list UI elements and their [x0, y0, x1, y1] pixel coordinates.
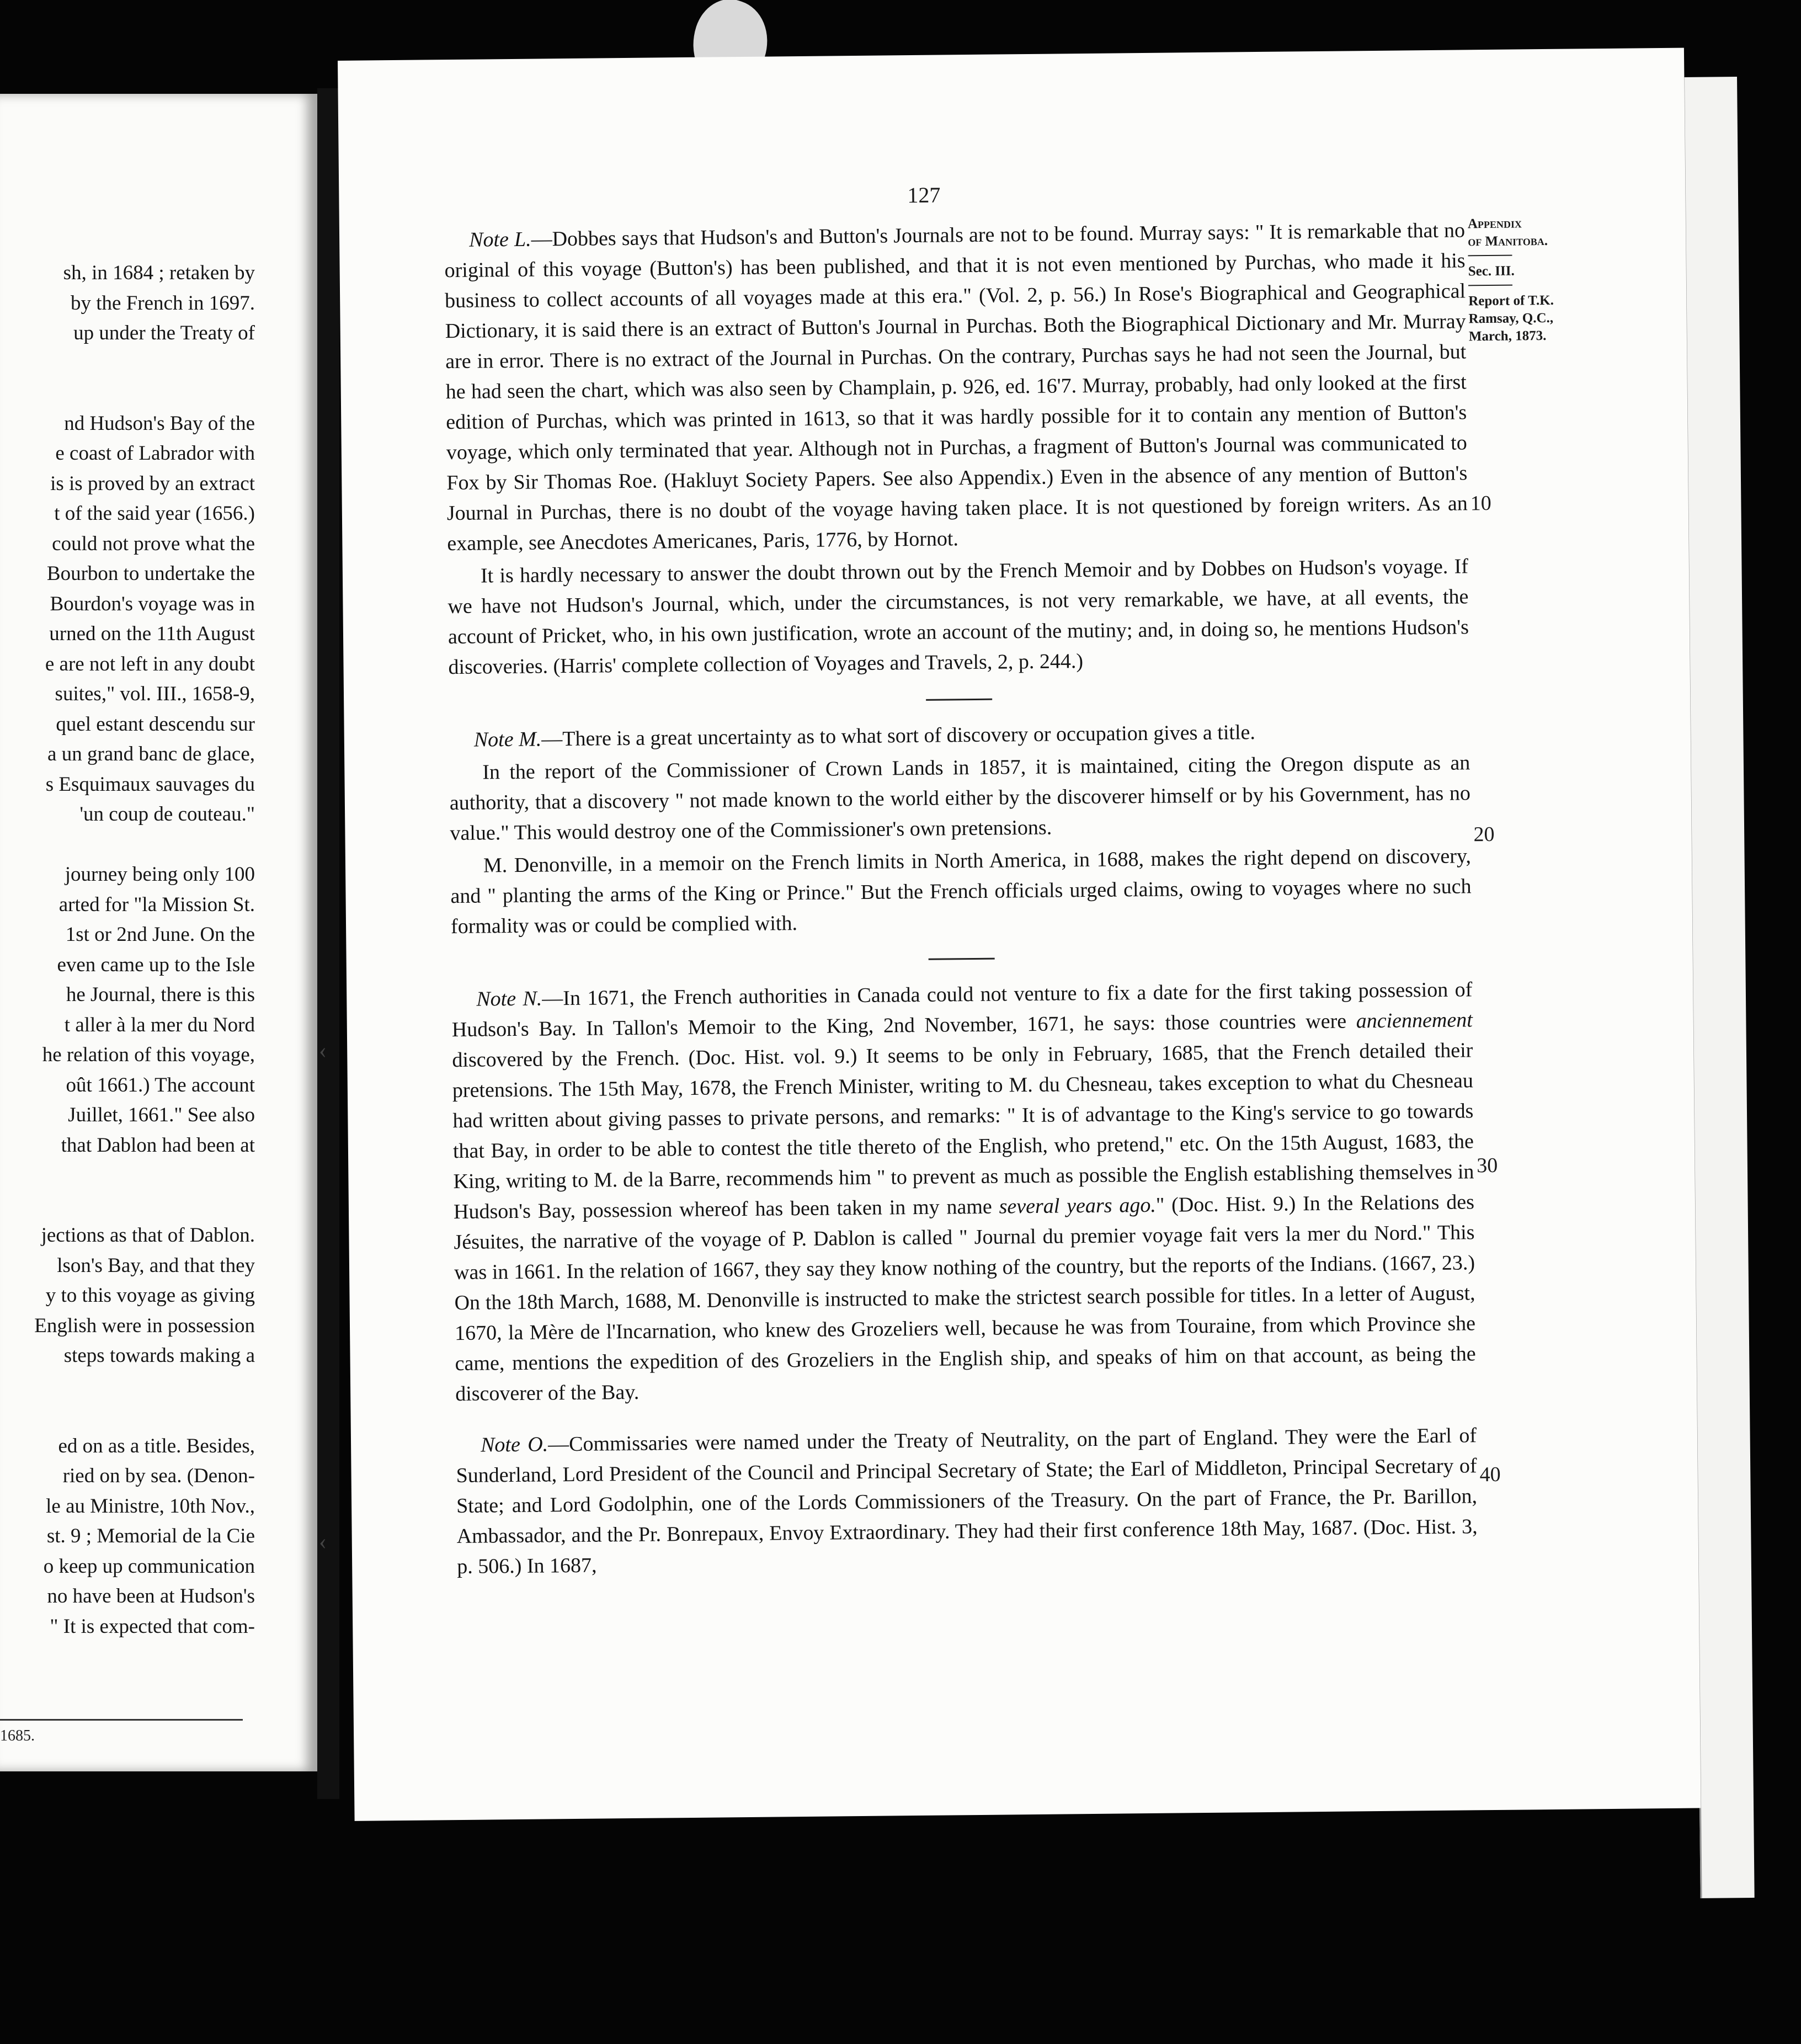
page-number: 127 — [907, 182, 941, 208]
left-page-line: o keep up communication — [43, 1555, 255, 1578]
note-n-text-3: " (Doc. Hist. 9.) In the Relations des Jésuites, the narrative of the voyage of P. Dablon is called " Journal du premier voyage fait vers la mer du Nord." This was in 1661. In the relation of 1667, they say they know nothing of the country, but the reports of the Indians. (1667, 23.) On the 18th March, 1688, M. Denonville is instructed to make the strictest search possible for titles. In a letter of August, 1670, la Mère de l'Incarnation, who knew des Grozeliers well, because he was from Touraine, from which Province she came, mentions the expedition of des Grozeliers in the English ship, and speaks of him on that account, as being the discoverer of the Bay. — [454, 1190, 1476, 1406]
left-page-line: 'un coup de couteau." — [79, 803, 255, 826]
note-o-paragraph — [456, 1420, 1478, 1582]
left-page-line: that Dablon had been at — [61, 1133, 255, 1157]
note-m-text: —There is a great uncertainty as to what sort of discovery or occupation gives a title. — [541, 721, 1256, 751]
left-page-line: sh, in 1684 ; retaken by — [63, 262, 255, 284]
margin-rule — [1468, 285, 1512, 286]
left-page-line: le au Ministre, 10th Nov., — [46, 1494, 255, 1518]
note-m-paragraph-3: M. Denonville, in a memoir on the French limits in North America, in 1688, makes the right depend on discovery, and " planting the arms of the King or Prince." But the French officials urged claims, owing to voyages where no such formality was or could be complied with. — [450, 844, 1472, 939]
left-page-line: st. 9 ; Memorial de la Cie — [46, 1525, 255, 1547]
left-page-line: urned on the 11th August — [49, 622, 255, 645]
margin-report-3: March, 1873. — [1468, 328, 1547, 344]
left-page-line: steps towards making a — [63, 1344, 255, 1367]
scan-mark: ‹ — [319, 1038, 327, 1063]
left-page-line: even came up to the Isle — [57, 953, 255, 976]
left-page-line: ed on as a title. Besides, — [58, 1434, 255, 1457]
left-page-line: suites," vol. III., 1658-9, — [55, 683, 255, 705]
left-page-line: e coast of Labrador with — [55, 442, 255, 465]
note-n-paragraph — [451, 975, 1476, 1409]
scan-mark: ‹ — [319, 1529, 327, 1555]
left-page-line: Bourdon's voyage was in — [50, 592, 255, 615]
note-l-text: —Dobbes says that Hudson's and Button's Journals are not to be found. Murray says: " It is remarkable that no original of this voyage (Button's) has been published, and that it is not even mentioned by Purchas, who made it his business to collect accounts of all voyages made at this era." (Vol. 2, p. 56.) In Rose's Biographical and Geographical Dictionary, it is said there is an extract of Button's Journal in Purchas. Both the Biographical Dictionary and Mr. Murray are in error. There is no extract of the Journal in Purchas. On the contrary, Purchas says he had not seen the Journal, but he had seen the chart, which was also seen by Champlain, p. 926, ed. 16'7. Murray, probably, had only looked at the first edition of Purchas, which was printed in 1613, so that it was hardly possible for it to contain any mention of Button's voyage, which only terminated that year. Although not in Purchas, a fragment of Button's Journal was communicated to Fox by Sir Thomas Roe. (Hakluyt Society Papers. See also Appendix.) Even in the absence of any mention of Button's Journal in Purchas, there is no doubt of the voyage having taken place. It is not questioned by foreign writers. As an example, see Anecdotes Americanes, Paris, 1776, by Hornot. — [444, 219, 1468, 556]
right-page — [338, 48, 1701, 1821]
line-number-10: 10 — [1470, 491, 1491, 515]
note-l-paragraph-2: It is hardly necessary to answer the doubt thrown out by the French Memoir and by Dobbes on Hudson's voyage. If we have not Hudson's Journal, which, under the circumstances, is not very remarkable, we have, at all events, the account of Pricket, who, in his own justification, wrote an account of the mutiny; and, in doing so, he mentions Hudson's discoveries. (Harris' complete collection of Voyages and Travels, 2, p. 244.) — [447, 555, 1469, 679]
margin-note — [1468, 214, 1579, 345]
left-page-footnote: 1685. — [0, 1727, 35, 1744]
note-l-label: Note L. — [468, 227, 531, 252]
note-n-italic-1: anciennement — [1356, 1008, 1473, 1033]
left-page-line: y to this voyage as giving — [45, 1284, 255, 1307]
left-page-line: arted for "la Mission St. — [58, 893, 255, 916]
left-page-line: 1st or 2nd June. On the — [65, 923, 255, 946]
footnote-rule — [0, 1719, 243, 1721]
section-separator — [926, 699, 992, 701]
left-page-line: nd Hudson's Bay of the — [64, 412, 255, 435]
left-page-line: is is proved by an extract — [50, 472, 255, 495]
left-page-line: s Esquimaux sauvages du — [45, 773, 255, 796]
left-page-line: lson's Bay, and that they — [57, 1254, 255, 1277]
note-n-text-2: discovered by the French. (Doc. Hist. vol. 9.) It seems to be only in February, 1685, that the French detailed their pretensions. The 15th May, 1678, the French Minister, writing to M. du Chesneau, takes exception to what du Chesneau had written about giving passes to private persons, and remarks: " It is of advantage to the King's service to go towards that Bay, in order to be able to contest the title thereto of the English, who pretend," etc. On the 15th August, 1683, the King, writing to M. de la Barre, recommends him " to prevent as much as possible the English establishing themselves in Hudson's Bay, possession whereof has been taken in my name — [452, 1039, 1474, 1224]
margin-report-1: Report of T.K. — [1468, 292, 1554, 309]
note-n-label: Note N. — [476, 987, 542, 1011]
left-page — [0, 94, 317, 1771]
body-text — [444, 215, 1478, 1582]
left-page-line: by the French in 1697. — [71, 291, 255, 315]
note-m-paragraph-2: In the report of the Commissioner of Crown Lands in 1857, it is maintained, citing the Oregon dispute as an authority, that a discovery " not made known to the world either by the discoverer himself or by his Government, has no value." This would destroy one of the Commissioner's own pretensions. — [449, 751, 1471, 845]
margin-section: Sec. III. — [1468, 263, 1515, 279]
note-o-text: —Commissaries were named under the Treaty of Neutrality, on the part of England. They were the Earl of Sunderland, Lord President of the Council and Principal Secretary of State; the Earl of Middleton, Principal Secretary of State; and Lord Godolphin, one of the Lords Commissioners of the Treasury. On the part of France, the Pr. Barillon, Ambassador, and the Pr. Bonrepaux, Envoy Extraordinary. They had their first conference 18th May, 1687. (Doc. Hist. 3, p. 506.) In 1687, — [456, 1424, 1478, 1579]
note-m-label: Note M. — [473, 727, 542, 752]
left-page-line: he relation of this voyage, — [42, 1044, 255, 1066]
left-page-line: jections as that of Dablon. — [41, 1224, 255, 1247]
left-page-line: Juillet, 1661." See also — [68, 1104, 255, 1126]
line-number-40: 40 — [1479, 1462, 1501, 1487]
left-page-line: up under the Treaty of — [73, 322, 255, 344]
left-page-line: t of the said year (1656.) — [54, 502, 255, 525]
left-page-line: quel estant descendu sur — [56, 712, 255, 736]
left-page-line: " It is expected that com- — [50, 1615, 255, 1638]
section-separator — [929, 958, 995, 960]
left-page-line: Bourbon to undertake the — [46, 562, 255, 585]
left-page-line: journey being only 100 — [65, 863, 255, 886]
left-page-line: ried on by sea. (Denon- — [62, 1465, 255, 1487]
note-n-text-1: —In 1671, the French authorities in Canada could not venture to fix a date for the first taking possession of Hudson's Bay. In Tallon's Memoir to the King, 2nd November, 1671, he says: those countries were — [451, 978, 1473, 1042]
line-number-30: 30 — [1477, 1153, 1498, 1178]
left-page-line: e are not left in any doubt — [45, 652, 255, 675]
note-n-italic-2: several years ago. — [999, 1193, 1157, 1218]
margin-rule — [1468, 255, 1512, 257]
left-page-line: he Journal, there is this — [66, 983, 255, 1006]
left-page-line: a un grand banc de glace, — [47, 743, 255, 765]
margin-report-2: Ramsay, Q.C., — [1468, 310, 1554, 327]
line-number-20: 20 — [1473, 822, 1495, 847]
note-o-label: Note O. — [480, 1433, 548, 1457]
left-page-line: no have been at Hudson's — [47, 1585, 255, 1607]
note-l-paragraph — [444, 215, 1468, 559]
margin-heading-2: of Manitoba. — [1468, 233, 1548, 249]
left-page-line: English were in possession — [34, 1314, 255, 1337]
left-page-line: could not prove what the — [52, 532, 255, 555]
left-page-line: oût 1661.) The account — [66, 1073, 255, 1096]
left-page-line: t aller à la mer du Nord — [64, 1013, 255, 1036]
margin-heading-1: Appendix — [1467, 216, 1522, 232]
